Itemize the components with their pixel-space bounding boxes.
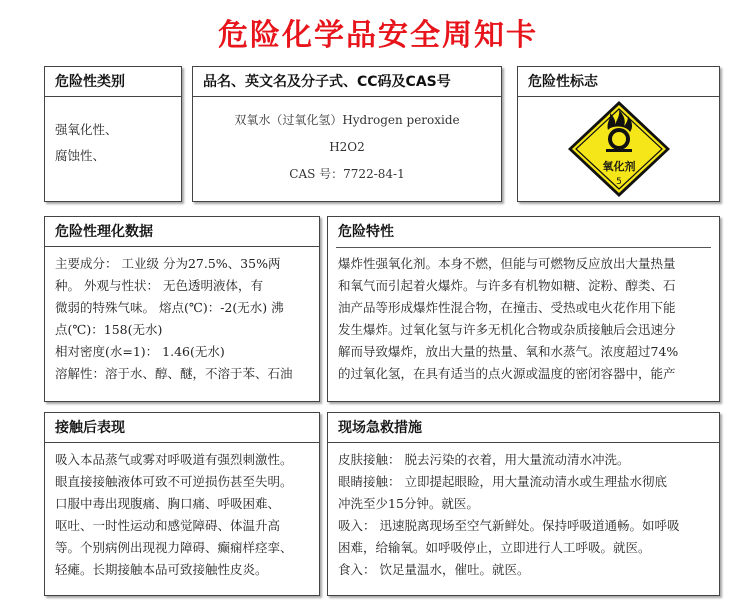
hazard-properties-line: 油产品等形成爆炸性混合物，在撞击、受热或电火花作用下能: [338, 300, 676, 315]
contact-symptoms-line: 呕吐、一时性运动和感觉障碍、体温升高: [55, 518, 281, 533]
physical-data-panel: [44, 216, 320, 402]
contact-symptoms-line: 轻瘫。长期接触本品可致接触性皮炎。: [55, 562, 268, 577]
page-title: 危险化学品安全周知卡: [218, 18, 538, 53]
physical-data-line: 主要成分： 工业级 分为27.5%、35%两: [55, 256, 281, 271]
hazard-properties-line: 解而导致爆炸，放出大量的热量、氧和水蒸气。浓度超过74%: [338, 344, 679, 359]
hazard-category-line: 强氧化性、: [55, 122, 118, 137]
first-aid-line: 食入： 饮足量温水，催吐。就医。: [338, 562, 530, 577]
oxidizer-diamond-icon: [564, 99, 674, 199]
header-divider: [336, 247, 711, 248]
first-aid-line: 困难，给输氧。如呼吸停止，立即进行人工呼吸。就医。: [338, 540, 651, 555]
contact-symptoms-line: 吸入本品蒸气或雾对呼吸道有强烈刺激性。: [55, 452, 293, 467]
physical-data-body: [45, 247, 319, 385]
contact-symptoms-line: 等。个别病例出现视力障碍、癫痫样痉挛、: [55, 540, 293, 555]
first-aid-line: 皮肤接触： 脱去污染的衣着，用大量流动清水冲洗。: [338, 452, 630, 467]
first-aid-body: [328, 443, 719, 581]
hazard-class-number: 5: [616, 177, 622, 187]
contact-symptoms-body: [45, 443, 319, 581]
hazard-properties-line: 发生爆炸。过氧化氢与许多无机化合物或杂质接触后会迅速分: [338, 322, 676, 337]
hazard-properties-line: 的过氧化氢，在具有适当的点火源或温度的密闭容器中，能产: [338, 366, 676, 381]
identity-body: [193, 97, 501, 188]
first-aid-line: 冲洗至少15分钟。就医。: [338, 496, 479, 511]
contact-symptoms-header: 接触后表现: [45, 413, 319, 443]
physical-data-line: 点(℃)：158(无水): [55, 322, 163, 337]
hazard-category-line: 腐蚀性、: [55, 148, 106, 163]
hazard-sign-header: 危险性标志: [518, 67, 719, 97]
cas-number: CAS 号：7722-84-1: [289, 167, 405, 181]
contact-symptoms-panel: [44, 412, 320, 596]
first-aid-line: 眼睛接触： 立即提起眼睑，用大量流动清水或生理盐水彻底: [338, 474, 667, 489]
hazard-properties-body: [328, 247, 719, 385]
hazard-properties-header: 危险特性: [338, 224, 394, 240]
hazard-properties-panel: [327, 216, 720, 402]
hazard-category-body: [45, 97, 181, 169]
chemical-name: 双氧水（过氧化氢）Hydrogen peroxide: [234, 113, 460, 127]
hazard-sign-label: 氧化剂: [602, 160, 636, 173]
hazard-properties-line: 和氧气而引起着火爆炸。与许多有机物如糖、淀粉、醇类、石: [338, 278, 676, 293]
identity-header: 品名、英文名及分子式、CC码及CAS号: [193, 67, 501, 97]
hazard-category-header: 危险性类别: [45, 67, 181, 97]
identity-panel: [192, 66, 502, 202]
contact-symptoms-line: 口服中毒出现腹痛、胸口痛、呼吸困难、: [55, 496, 281, 511]
physical-data-header: 危险性理化数据: [45, 217, 319, 247]
contact-symptoms-line: 眼直接接触液体可致不可逆损伤甚至失明。: [55, 474, 293, 489]
physical-data-line: 相对密度(水=1)： 1.46(无水): [55, 344, 225, 359]
first-aid-line: 吸入： 迅速脱离现场至空气新鲜处。保持呼吸道通畅。如呼吸: [338, 518, 680, 533]
physical-data-line: 溶解性：溶于水、醇、醚，不溶于苯、石油: [55, 366, 293, 381]
first-aid-header: 现场急救措施: [328, 413, 719, 443]
chemical-formula: H2O2: [329, 140, 365, 154]
physical-data-line: 微弱的特殊气味。 熔点(℃)：-2(无水) 沸: [55, 300, 284, 315]
hazard-category-panel: [44, 66, 182, 202]
hazard-properties-line: 爆炸性强氧化剂。本身不燃，但能与可燃物反应放出大量热量: [338, 256, 676, 271]
hazard-sign-panel: [517, 66, 720, 202]
physical-data-line: 种。 外观与性状： 无色透明液体，有: [55, 278, 263, 293]
first-aid-panel: [327, 412, 720, 596]
